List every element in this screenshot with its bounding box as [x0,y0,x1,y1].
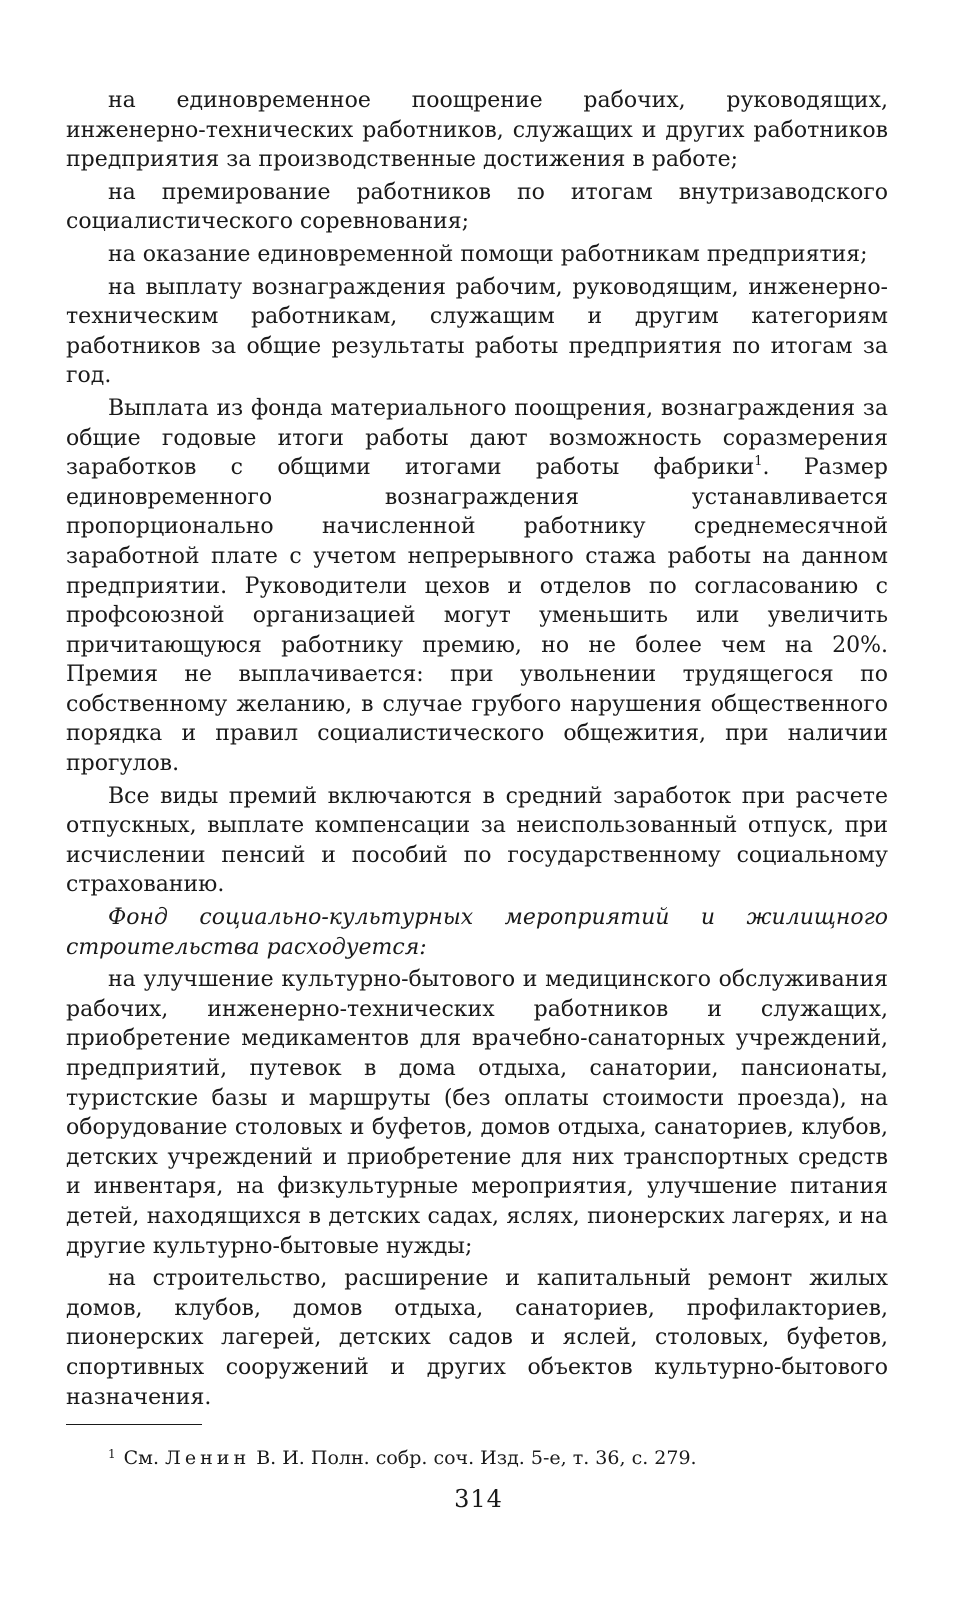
footnote-citation: В. И. Полн. собр. соч. Изд. 5-е, т. 36, с. 279. [256,1447,697,1469]
footnote [108,1442,888,1470]
paragraph: на оказание единовременной помощи работникам предприятия; [108,241,868,267]
paragraph: на выплату вознаграждения рабочим, руководящим, инженерно-техническим работникам, служащим и другим категориям работников за общие результаты работы предприятия по итогам за год. [66,274,888,389]
paragraph: на единовременное поощрение рабочих, руководящих, инженерно-технических работников, служащих и других работников предприятия за производственные достижения в работе; [66,88,888,173]
footnote-author: Ленин [165,1447,251,1469]
paragraph: на улучшение культурно-бытового и медицинского обслуживания рабочих, инженерно-технических работников и служащих, приобретение медикаментов для врачебно-санаторных учреждений, предприятий, путевок в дома отдыха, санатории, пансионаты, туристские базы и маршруты (без оплаты стоимости проезда), на оборудование столовых и буфетов, домов отдыха, санаториев, клубов, детских учреждений и приобретение для них транспортных средств и инвентаря, на физкультурные мероприятия, улучшение питания детей, находящихся в детских садах, яслях, пионерских лагерях, и на другие культурно-бытовые нужды; [66,967,888,1259]
paragraph-text-continued: . Размер единовременного вознаграждения устанавливается пропорционально начисленной работнику среднемесячной заработной плате с учетом непрерывного стажа работы на данном предприятии. Руководители цехов и отделов по согласованию с профсоюзной организацией могут уменьшить или увеличить причитающуюся работнику премию, но не более чем на 20%. Премия не выплачивается: при увольнении трудящегося по собственному желанию, в случае грубого нарушения общественного порядка и правил социалистического общежития, при наличии прогулов. [66,455,888,777]
paragraph: Все виды премий включаются в средний заработок при расчете отпускных, выплате компенсации за неиспользованный отпуск, при исчислении пенсий и пособий по государственному социальному страхованию. [66,783,888,898]
paragraph-text: Выплата из фонда материального поощрения, вознаграждения за общие годовые итоги работы дают возможность соразмерения заработков с общими итогами работы фабрики [66,395,888,481]
footnote-prefix: См. [123,1447,159,1469]
paragraph: на строительство, расширение и капитальный ремонт жилых домов, клубов, домов отдыха, санаториев, профилакториев, пионерских лагерей, детских садов и яслей, столовых, буфетов, спортивных сооружений и других объектов культурно-бытового назначения. [66,1266,888,1410]
footnote-marker: 1 [108,1447,116,1461]
section-heading-italic: Фонд социально-культурных мероприятий и жилищного строительства расходуется: [66,905,888,960]
footnote-reference: 1 [754,454,763,470]
paragraph: на премирование работников по итогам внутризаводского социалистического соревнования; [66,179,888,235]
footnote-divider [66,1424,202,1425]
paragraph-with-footnote [66,394,888,779]
body-text [66,86,888,1412]
page-number: 314 [454,1485,503,1513]
